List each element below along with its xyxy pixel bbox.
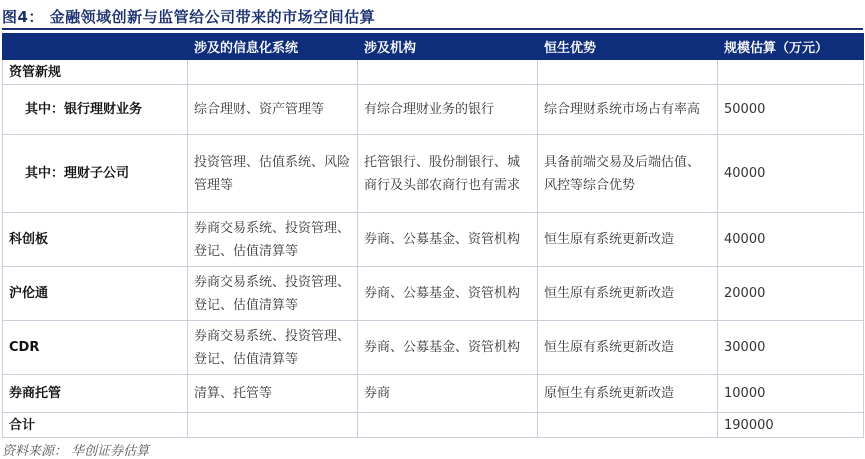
table-row xyxy=(3,60,864,85)
row-label: 沪伦通 xyxy=(3,267,188,321)
row-label: 资管新规 xyxy=(3,60,188,85)
table-header-row xyxy=(3,34,864,60)
header-cell-institutions: 涉及机构 xyxy=(358,34,538,60)
systems-cell: 券商交易系统、投资管理、登记、估值清算等 xyxy=(188,267,358,321)
advantage-cell xyxy=(538,413,718,438)
systems-cell: 投资管理、估值系统、风险管理等 xyxy=(188,135,358,213)
table-row xyxy=(3,321,864,375)
row-label: 其中：理财子公司 xyxy=(3,135,188,213)
advantage-cell: 恒生原有系统更新改造 xyxy=(538,213,718,267)
source-note: 资料来源： 华创证券估算 xyxy=(2,444,150,459)
institutions-cell: 券商、公募基金、资管机构 xyxy=(358,267,538,321)
row-label: CDR xyxy=(3,321,188,375)
table-row xyxy=(3,375,864,413)
systems-cell: 券商交易系统、投资管理、登记、估值清算等 xyxy=(188,213,358,267)
scale-cell: 40000 xyxy=(718,135,864,213)
systems-cell: 券商交易系统、投资管理、登记、估值清算等 xyxy=(188,321,358,375)
header-cell-empty xyxy=(3,34,188,60)
institutions-cell: 托管银行、股份制银行、城商行及头部农商行也有需求 xyxy=(358,135,538,213)
row-label: 券商托管 xyxy=(3,375,188,413)
figure-title: 图4： 金融领域创新与监管给公司带来的市场空间估算 xyxy=(2,8,376,26)
institutions-cell xyxy=(358,413,538,438)
advantage-cell: 具备前端交易及后端估值、风控等综合优势 xyxy=(538,135,718,213)
institutions-cell: 有综合理财业务的银行 xyxy=(358,85,538,135)
row-label: 科创板 xyxy=(3,213,188,267)
scale-cell: 10000 xyxy=(718,375,864,413)
institutions-cell xyxy=(358,60,538,85)
institutions-cell: 券商、公募基金、资管机构 xyxy=(358,213,538,267)
market-estimate-table xyxy=(2,33,864,438)
systems-cell: 清算、托管等 xyxy=(188,375,358,413)
institutions-cell: 券商、公募基金、资管机构 xyxy=(358,321,538,375)
table-row xyxy=(3,85,864,135)
row-label: 合计 xyxy=(3,413,188,438)
title-divider xyxy=(2,28,863,30)
systems-cell xyxy=(188,60,358,85)
advantage-cell: 综合理财系统市场占有率高 xyxy=(538,85,718,135)
systems-cell: 综合理财、资产管理等 xyxy=(188,85,358,135)
table-row xyxy=(3,413,864,438)
table-row xyxy=(3,213,864,267)
advantage-cell: 原恒生有系统更新改造 xyxy=(538,375,718,413)
advantage-cell: 恒生原有系统更新改造 xyxy=(538,267,718,321)
header-cell-systems: 涉及的信息化系统 xyxy=(188,34,358,60)
advantage-cell: 恒生原有系统更新改造 xyxy=(538,321,718,375)
table-row xyxy=(3,267,864,321)
scale-cell: 20000 xyxy=(718,267,864,321)
header-cell-scale: 规模估算（万元） xyxy=(718,34,864,60)
scale-cell: 190000 xyxy=(718,413,864,438)
header-cell-advantage: 恒生优势 xyxy=(538,34,718,60)
advantage-cell xyxy=(538,60,718,85)
scale-cell: 30000 xyxy=(718,321,864,375)
table-row xyxy=(3,135,864,213)
scale-cell: 40000 xyxy=(718,213,864,267)
scale-cell: 50000 xyxy=(718,85,864,135)
systems-cell xyxy=(188,413,358,438)
row-label: 其中：银行理财业务 xyxy=(3,85,188,135)
scale-cell xyxy=(718,60,864,85)
institutions-cell: 券商 xyxy=(358,375,538,413)
